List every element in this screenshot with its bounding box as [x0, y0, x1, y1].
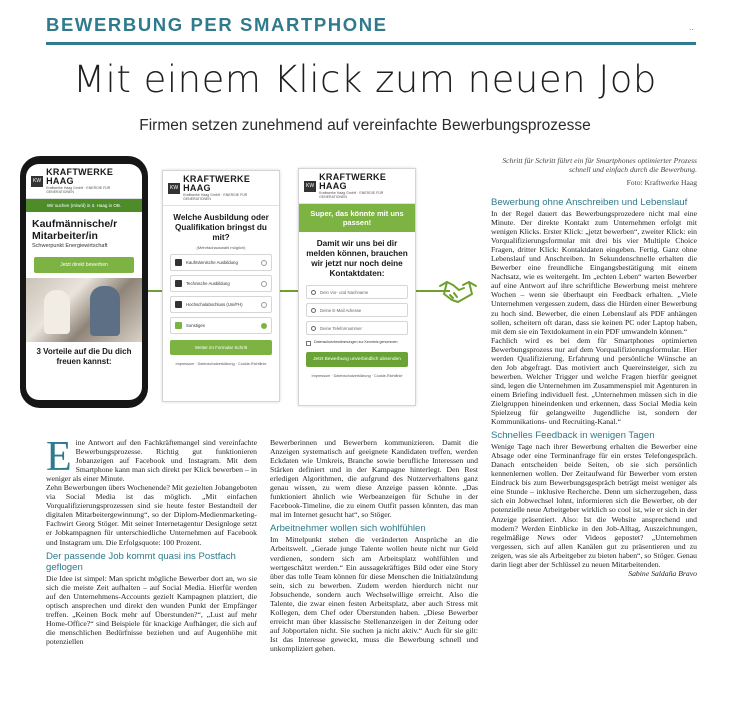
- article-column-right: [491, 197, 697, 578]
- brand-logo: KW KRAFTWERKE HAAG Kraftwerke Haag GmbH · ENERGIE FÜR GENERATIONEN: [163, 171, 279, 206]
- contact-form-title: Damit wir uns bei dir melden können, brauchen wir jetzt nur noch deine Kontaktdaten:: [306, 239, 408, 278]
- team-photo: [26, 278, 142, 342]
- page-marks: ..: [688, 22, 694, 32]
- phone-greenbar: Wir suchen (m/w/d) in 3. Haag in OB.: [26, 199, 142, 212]
- form-question: Welche Ausbildung oder Qualifikation bringst du mit?: [173, 213, 269, 242]
- option-commercial[interactable]: Kaufmännische Ausbildung: [170, 254, 272, 271]
- contact-form: [298, 168, 416, 406]
- phone-job-title: Kaufmännische/r Mitarbeiter/in: [32, 218, 118, 242]
- article-column-middle: [270, 438, 478, 653]
- form-hint: (Mehrfachauswahl möglich): [196, 245, 246, 250]
- header-rule: [46, 42, 696, 45]
- section-label: BEWERBUNG PER SMARTPHONE: [46, 14, 388, 35]
- paragraph: In der Regel dauert das Bewerbungsprozedere nicht mal eine Minute. Der direkte Kontakt zum Unternehmen erfolgt mit wenigen Klicks. Erster Klick: „jetzt bewerben“, zweiter Klick: ein Vorqualifizierungsformular mit drei bis vier Multiple Choice Fragen, dritter Klick: Kontaktdaten eingeben. Fertig. Ganz ohne Lebenslauf und Anschreiben. In Sekundenschnelle erhalten die Bewerber eine freundliche Eingangsbestätigung mit einem Nachsatz, wie es weitergeht. Im „echten Leben“ warten Bewerber auf eine Antwort auf ihre schriftliche Bewerbung meist mehrere Wochen – wenn sie überhaupt ein Feedback erhalten. „Viele Unternehmen vergessen zudem, dass die Hürden einer Bewerbung zu hoch sind. Bewerber, die einen Lebenslauf als PDF anhängen sollen, scheitern oft daran, dass sie keinen PC oder Laptop haben, mit dem sie ein Textdokument in ein PDF umwandeln können.“: [491, 209, 697, 336]
- brand-sub: Kraftwerke Haag GmbH · ENERGIE FÜR GENERATIONEN: [46, 186, 111, 194]
- qualification-form: [162, 170, 280, 402]
- graduation-cap-icon: [175, 301, 182, 308]
- brand-logo: KW KRAFTWERKE HAAG Kraftwerke Haag GmbH · ENERGIE FÜR GENERATIONEN: [26, 164, 142, 199]
- phone-benefits-heading: 3 Vorteile auf die Du dich freuen kannst:: [36, 347, 132, 366]
- subheading: Bewerbung ohne Anschreiben und Lebenslauf: [491, 197, 688, 208]
- consent-checkbox[interactable]: [306, 341, 311, 346]
- headline: Mit einem Klick zum neuen Job: [73, 58, 657, 101]
- subheading: Schnelles Feedback in wenigen Tagen: [491, 430, 655, 442]
- wrench-icon: [175, 280, 182, 287]
- briefcase-icon: [175, 259, 182, 266]
- subheading: Arbeitnehmer wollen sich wohlfühlen: [270, 523, 426, 535]
- form-footer-links[interactable]: Impressum · Datenschutzerklärung · Cookie-Richtlinie: [175, 362, 267, 366]
- phone-job-subtitle: Schwerpunkt Energiewirtschaft: [32, 243, 108, 249]
- paragraph: Im Mittelpunkt stehen die veränderten Ansprüche an die Arbeitswelt. „Gerade junge Talente wollen heute nicht nur Geld verdienen, sondern sich am Arbeitsplatz wohlfühlen und wertgeschätzt werden.“ Ein aussagekräftiges Bild oder eine Story über das tolle Team können für diese Menschen die Initialzündung sein, sich zu bewerben. Zudem werden hierdurch nicht nur Jobsuchende, sondern auch Wechselwillige erreicht. Also die Talente, die zwar einen festen Arbeitsplatz, aber auch Stress mit Kollegen, dem Chef oder Überstunden haben. „Diese Bewerber erreicht man über klassische Stellenanzeigen in der Zeitung oder auf Jobportalen nicht. Sie suchen ja nicht aktiv.“ Auch für sie gilt: Ist das Interesse geweckt, muss die Bewerbung schnell und unkompliziert gehen.: [270, 535, 478, 653]
- handshake-icon: [438, 276, 478, 306]
- radio[interactable]: [261, 281, 267, 287]
- option-technical[interactable]: Technische Ausbildung: [170, 275, 272, 292]
- name-field[interactable]: Dein Vor- und Nachname: [306, 285, 408, 299]
- check-icon: [175, 322, 182, 329]
- subheading: Der passende Job kommt quasi ins Postfach geflogen: [46, 550, 236, 573]
- form-footer-links[interactable]: Impressum · Datenschutzerklärung · Cookie-Richtlinie: [311, 374, 403, 378]
- next-step-button[interactable]: Weiter im Formular Schritt: [170, 340, 272, 355]
- page-header: [46, 12, 696, 46]
- radio[interactable]: [261, 302, 267, 308]
- illustration: [10, 150, 480, 415]
- submit-application-button[interactable]: Jetzt Bewerbung unverbindlich absenden: [306, 352, 408, 367]
- mail-icon: [311, 308, 316, 313]
- article-column-left: [46, 434, 257, 646]
- intro-paragraph: Eine Antwort auf den Fachkräftemangel sind vereinfachte Bewerbungsprozesse. Richtig gut funktionieren Jobanzeigen auf Facebook und Instagram. Mit dem Smartphone kann man sich direkt per Klick bewerben – in weniger als einer Minute.: [46, 434, 257, 484]
- phone-icon: [311, 326, 316, 331]
- paragraph: Die Idee ist simpel: Man spricht mögliche Bewerber dort an, wo sie sich die meiste Zeit aufhalten – auf Social Media. Hierfür werden auf den Unternehmens-Accounts gezielt Kampagnen platziert, die optisch ansprechen und direkt den wunden Punkt der Empfänger treffen. „Keinen Bock mehr auf Überstunden?“, „Lust auf mehr Home-Office?“ sind Beispiele für knackige Aufhänger, die sich auf die menschlichen Bedürfnisse beziehen und auf Augenhöhe mit potenziellen: [46, 573, 257, 646]
- author-byline: Sabine Saldaña Bravo: [628, 568, 697, 578]
- option-university[interactable]: Hochschulabschluss (Uni/FH): [170, 296, 272, 313]
- drop-cap: E: [46, 434, 72, 480]
- paragraph: Bewerberinnen und Bewerbern kommunizieren. Damit die Anzeigen systematisch auf geeignete Kandidaten treffen, werden Eckdaten wie Umkreis, Branche sowie berufliche Interessen und Stärken definiert und in der Kampagne hinterlegt. Den Rest erledigen Algorithmen, die aufgrund des Nutzerverhaltens ganz genau wissen, zu wem diese Anzeige passen könnte. „Das funktioniert ähnlich wie Werbeanzeigen für Schuhe in der Facebook-Timeline, die zu einem Outfit passen könnten, das man mal im Internet gesucht hat“, so Stöger.: [270, 438, 478, 520]
- user-icon: [311, 290, 316, 295]
- image-caption: Schritt für Schritt führt ein für Smartphones optimierter Prozess schnell und einfach durch die Bewerbung.: [502, 156, 697, 175]
- apply-button[interactable]: Jetzt direkt bewerben: [34, 257, 134, 273]
- privacy-consent[interactable]: Datenschutzbestimmungen zur Kenntnis genommen: [306, 340, 408, 346]
- option-other[interactable]: Sonstiges: [170, 317, 272, 334]
- brand-logo: KW KRAFTWERKE HAAG Kraftwerke Haag GmbH · ENERGIE FÜR GENERATIONEN: [299, 169, 415, 204]
- brand-name: KRAFTWERKE HAAG: [46, 167, 114, 186]
- phone-screen: [26, 164, 142, 400]
- phone-field[interactable]: Deine Telefonnummer: [306, 321, 408, 335]
- contact-form-header: Super, das könnte mit uns passen!: [299, 204, 415, 232]
- radio[interactable]: [261, 323, 267, 329]
- paragraph: Fachlich wird es bei dem für Smartphones optimierten Bewerbungsprozess nur auf dem Vorqualifizierungsformular. Hier werden Qualifizierung, Erfahrung und persönliche Wünsche an den Job abgefragt. Das motiviert auch Quereinsteiger, sich zu bewerben. Welcher Trigger und welche Fragen hierfür geeignet sind, legen die Unternehmen im Zusammenspiel mit Agenturen in einem Briefing individuell fest. „Unternehmen müssen sich in die Zielgruppen hineindenken und erkennen, dass Social Media kein Spielzeug für gelangweilte Jugendliche ist, sondern der Kommunikations- und Recruiting-Kanal.“: [491, 335, 697, 427]
- paragraph: Wenige Tage nach ihrer Bewerbung erhalten die Bewerber eine Absage oder eine Terminanfrage für ein erstes Telefongespräch. Danach entscheiden beide Seiten, ob sie sich persönlich kennenlernen wollen. Der Zeitaufwand für Bewerber vom ersten Eindruck bis zum Bewerbungsgespräch beträgt meist weniger als eine Stunde – inklusive Recherche. Denn um sicherzugehen, dass sich ein Jobwechsel lohnt, informieren sich die Bewerber, ob der potenzielle neue Arbeitgeber wirklich so cool ist, wie er sich in der Anzeige präsentiert. Also: Ist die Website ansprechend und modern? Werden Einblicke in den Job-Alltag, Auszeichnungen, regelmäßige News oder Videos gepostet? „Unternehmen vergessen, sich auf allen Kanälen gut zu präsentieren und zu zeigen, was sie als Arbeitgeber zu bieten haben“, so Stöger. Genau darin liegt aber der Schlüssel zu neuen Mitarbeitenden.: [491, 442, 697, 569]
- subheadline: Firmen setzen zunehmend auf vereinfachte Bewerbungsprozesse: [139, 117, 591, 134]
- radio[interactable]: [261, 260, 267, 266]
- smartphone: [20, 156, 148, 408]
- email-field[interactable]: Deine E-Mail Adresse: [306, 303, 408, 317]
- photo-credit: Foto: Kraftwerke Haag: [626, 178, 697, 187]
- paragraph: Zehn Bewerbungen übers Wochenende? Mit gezielten Jobangeboten via Social Media ist das möglich. „Mit einfachen Vorqualifizierungsprozessen sind sie heute fester Bestandteil der digitalen Mitarbeitergewinnung“, so der Diplom-Medienmarketing-Fachwirt Georg Stöger. Mit seiner Internetagentur Designloge setzt er Jobkampagnen für unterschiedliche Unternehmen auf Facebook und Instagram um. Die Erfolgsquote: 100 Prozent.: [46, 483, 257, 547]
